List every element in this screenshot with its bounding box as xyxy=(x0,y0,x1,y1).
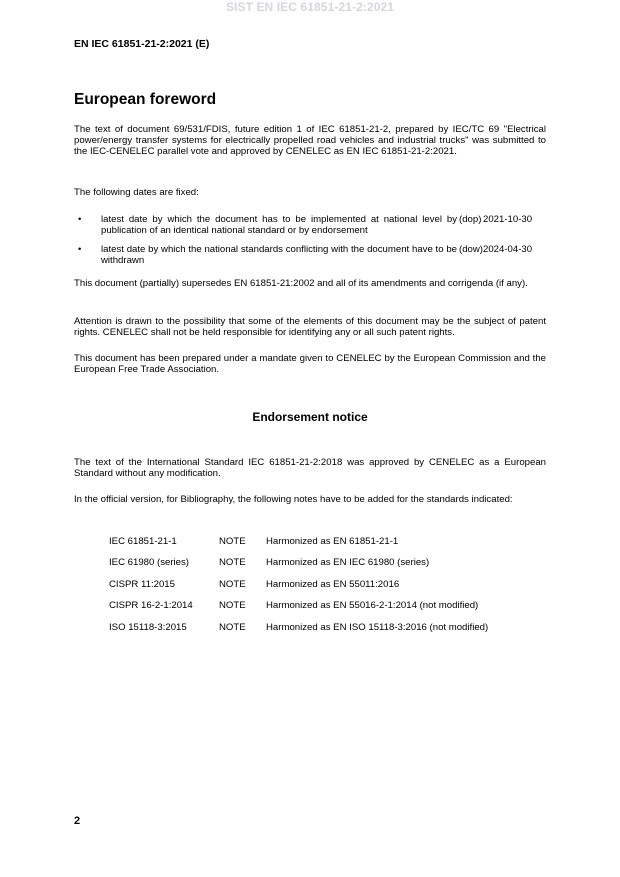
foreword-title: European foreword xyxy=(74,91,217,108)
dates-intro: The following dates are fixed: xyxy=(74,187,199,198)
bullet-icon: • xyxy=(78,244,82,255)
note-standard: IEC 61980 (series) xyxy=(109,557,189,568)
date-item-code: (dop) xyxy=(459,214,482,225)
note-label: NOTE xyxy=(219,557,246,568)
mandate-text: This document has been prepared under a mandate given to CENELEC by the European Commission and the European Free Trade Association. xyxy=(74,353,546,376)
note-harmonized: Harmonized as EN 55016-2-1:2014 (not modified) xyxy=(266,600,479,611)
dates-intro-block xyxy=(74,187,546,198)
page-number: 2 xyxy=(74,815,81,827)
note-harmonized: Harmonized as EN IEC 61980 (series) xyxy=(266,557,430,568)
endorsement-text-block xyxy=(74,457,546,479)
supersedes-text: This document (partially) supersedes EN 61851-21:2002 and all of its amendments and corrigenda (if any). xyxy=(74,278,528,289)
note-label: NOTE xyxy=(219,600,246,611)
document-header: EN IEC 61851-21-2:2021 (E) xyxy=(74,38,210,50)
endorsement-title: Endorsement notice xyxy=(252,410,368,424)
note-label: NOTE xyxy=(219,622,246,633)
note-standard: CISPR 16-2-1:2014 xyxy=(109,600,193,611)
endorsement-text: The text of the International Standard IEC 61851-21-2:2018 was approved by CENELEC as a European Standard without any modification. xyxy=(74,457,546,480)
date-item-date: 2021-10-30 xyxy=(483,214,533,225)
note-standard: ISO 15118-3:2015 xyxy=(109,622,187,633)
date-item-text: latest date by which the document has to be implemented at national level by publication of an identical national standard or by endorsement xyxy=(101,214,457,237)
attention-block xyxy=(74,316,546,338)
note-harmonized: Harmonized as EN ISO 15118-3:2016 (not modified) xyxy=(266,622,489,633)
note-label: NOTE xyxy=(219,536,246,547)
supersedes-block xyxy=(74,278,546,289)
note-standard: CISPR 11:2015 xyxy=(109,579,175,590)
foreword-intro: The text of document 69/531/FDIS, future edition 1 of IEC 61851-21-2, prepared by IEC/TC 69 "Electrical power/energy transfer systems for electrically propelled road vehicles and industrial trucks" was submitted to the IEC-CENELEC parallel vote and approved by CENELEC as EN IEC 61851-21-2:2021. xyxy=(74,124,546,158)
notes-intro-block xyxy=(74,494,546,505)
foreword-intro-block xyxy=(74,124,546,158)
watermark: SIST EN IEC 61851-21-2:2021 xyxy=(225,0,395,14)
note-label: NOTE xyxy=(219,579,246,590)
mandate-block xyxy=(74,353,546,375)
note-standard: IEC 61851-21-1 xyxy=(109,536,177,547)
date-item-text: latest date by which the national standards conflicting with the document have to be withdrawn xyxy=(101,244,457,267)
attention-text: Attention is drawn to the possibility that some of the elements of this document may be the subject of patent rights. CENELEC shall not be held responsible for identifying any or all such patent rights. xyxy=(74,316,546,339)
date-item-code: (dow) xyxy=(459,244,483,255)
note-harmonized: Harmonized as EN 55011:2016 xyxy=(266,579,400,590)
bullet-icon: • xyxy=(78,214,82,225)
notes-intro: In the official version, for Bibliography, the following notes have to be added for the standards indicated: xyxy=(74,494,513,505)
date-item-date: 2024-04-30 xyxy=(483,244,533,255)
note-harmonized: Harmonized as EN 61851-21-1 xyxy=(266,536,399,547)
